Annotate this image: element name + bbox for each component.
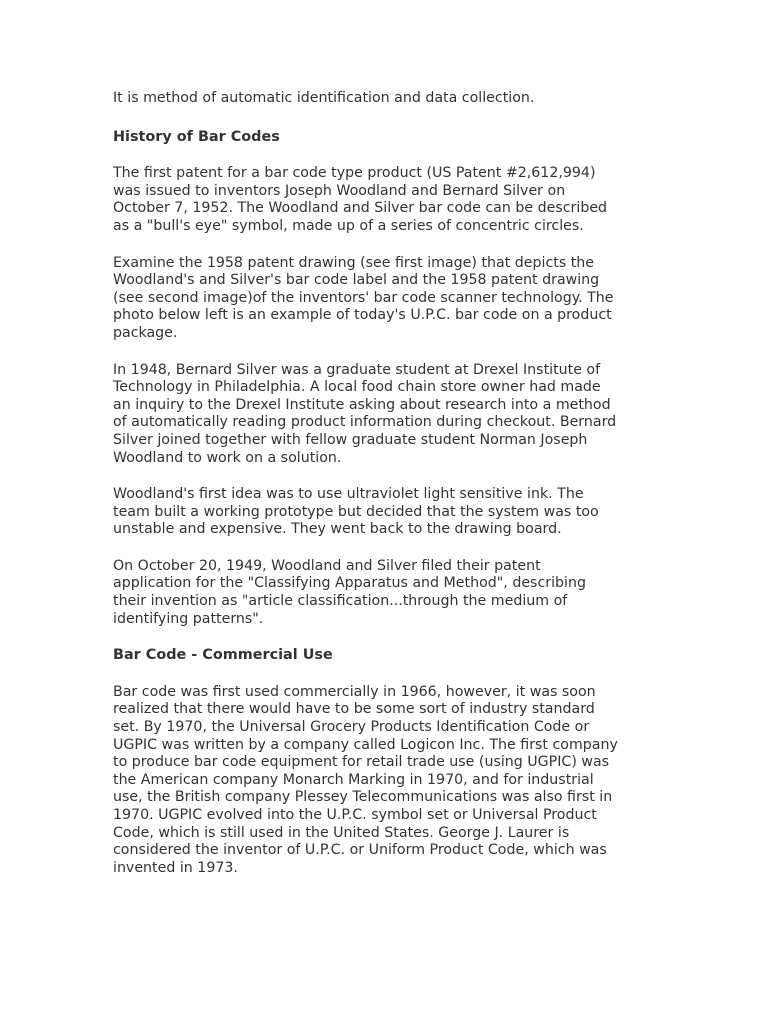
- history-paragraph-5: On October 20, 1949, Woodland and Silver filed their patent application for the "Classifying Apparatus and Method", describing their invention as "article classification...through the medium of identifying patterns".: [113, 557, 586, 627]
- history-paragraph-3: In 1948, Bernard Silver was a graduate student at Drexel Institute of Technology in Philadelphia. A local food chain store owner had made an inquiry to the Drexel Institute asking about research into a method of automatically reading product information during checkout. Bernard Silver joined together with fellow graduate student Norman Joseph Woodland to work on a solution.: [113, 361, 617, 466]
- history-paragraph-2: Examine the 1958 patent drawing (see first image) that depicts the Woodland's and Silver's bar code label and the 1958 patent drawing (see second image)of the inventors' bar code scanner technology. The photo below left is an example of today's U.P.C. bar code on a product package.: [113, 254, 614, 341]
- section-heading-commercial-use: Bar Code - Commercial Use: [113, 647, 333, 664]
- history-paragraph-1: The first patent for a bar code type product (US Patent #2,612,994) was issued to inventors Joseph Woodland and Bernard Silver on October 7, 1952. The Woodland and Silver bar code can be described as a "bull's eye" symbol, made up of a series of concentric circles.: [113, 165, 608, 234]
- intro-paragraph: It is method of automatic identification and data collection.: [113, 90, 535, 106]
- section-heading-history: History of Bar Codes: [113, 128, 280, 145]
- history-paragraph-4: Woodland's first idea was to use ultraviolet light sensitive ink. The team built a working prototype but decided that the system was too unstable and expensive. They went back to the drawing board.: [113, 486, 599, 538]
- commercial-use-paragraph-1: Bar code was first used commercially in 1966, however, it was soon realized that there would have to be some sort of industry standard set. By 1970, the Universal Grocery Products Identification Code or UGPIC was written by a company called Logicon Inc. The first company to produce bar code equipment for retail trade use (using UGPIC) was the American company Monarch Marking in 1970, and for industrial use, the British company Plessey Telecommunications was also first in 1970. UGPIC evolved into the U.P.C. symbol set or Universal Product Code, which is still used in the United States. George J. Laurer is considered the inventor of U.P.C. or Uniform Product Code, which was invented in 1973.: [113, 683, 618, 876]
